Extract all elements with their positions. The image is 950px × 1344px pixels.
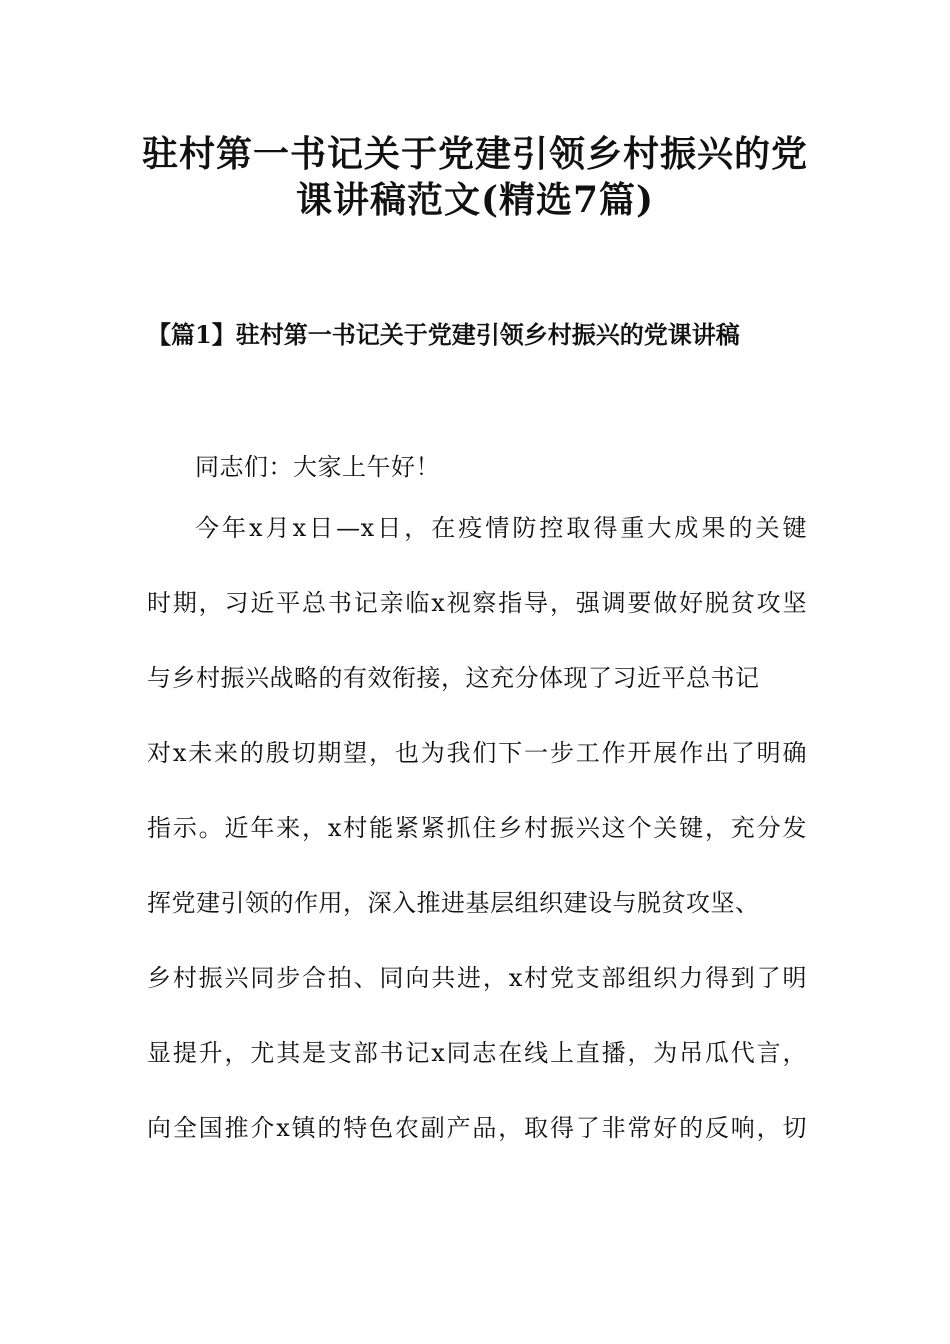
document-title-line-2: 课讲稿范文(精选7篇) bbox=[295, 179, 655, 221]
document-title-line-1: 驻村第一书记关于党建引领乡村振兴的党 bbox=[141, 133, 808, 175]
paragraph-line: 乡村振兴同步合拍、同向共进，x村党支部组织力得到了明 bbox=[147, 964, 807, 992]
paragraph-line: 向全国推介x镇的特色农副产品，取得了非常好的反响，切 bbox=[147, 1114, 807, 1142]
paragraph-line: 与乡村振兴战略的有效衔接，这充分体现了习近平总书记 bbox=[147, 664, 760, 692]
paragraph-line: 显提升，尤其是支部书记x同志在线上直播，为吊瓜代言， bbox=[147, 1039, 807, 1067]
section-heading: 【篇1】驻村第一书记关于党建引领乡村振兴的党课讲稿 bbox=[147, 320, 740, 349]
greeting-line: 同志们：大家上午好！ bbox=[195, 453, 440, 481]
paragraph-line: 挥党建引领的作用，深入推进基层组织建设与脱贫攻坚、 bbox=[147, 889, 760, 917]
paragraph-line: 时期，习近平总书记亲临x视察指导，强调要做好脱贫攻坚 bbox=[147, 589, 807, 617]
paragraph-line: 指示。近年来，x村能紧紧抓住乡村振兴这个关键，充分发 bbox=[147, 814, 807, 842]
paragraph-line: 今年x月x日—x日，在疫情防控取得重大成果的关键 bbox=[195, 514, 807, 542]
paragraph-line: 对x未来的殷切期望，也为我们下一步工作开展作出了明确 bbox=[147, 739, 807, 767]
